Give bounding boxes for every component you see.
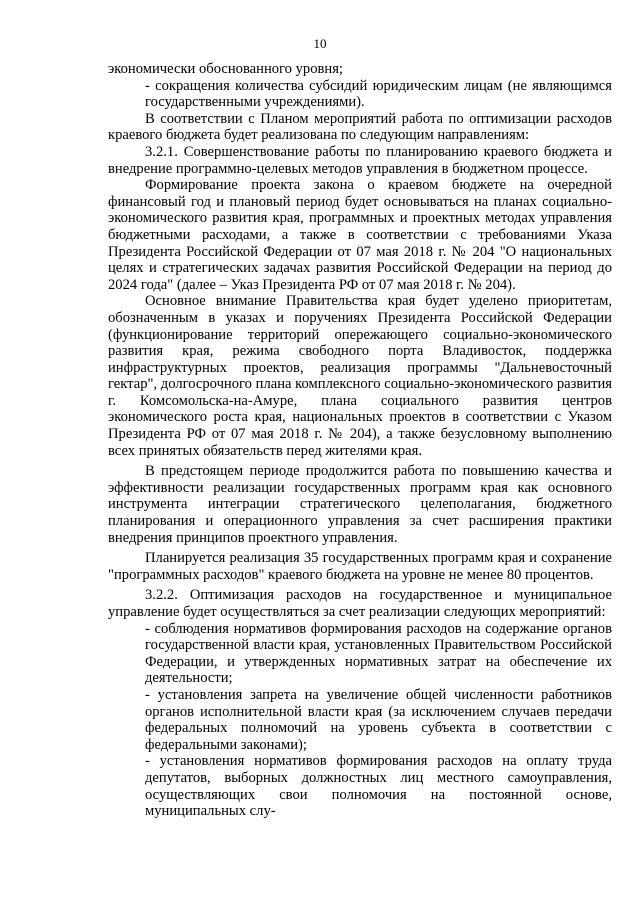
paragraph-state-programs: В предстоящем периоде продолжится работа по повышению качества и эффективности реализации государственных программ края как основного инструмента интеграции стратегического целеполагания, бюджетного планирования и операционного управления за счет расширения практики внедрения принципов проектного управления. [108, 463, 612, 546]
list-item-salary-norms: - установления нормативов формирования расходов на оплату труда депутатов, выборных должностных лиц местного самоуправления, осуществляющих свои полномочия на постоянной основе, муниципальных слу- [145, 753, 612, 820]
page-number: 10 [313, 36, 327, 51]
paragraph-plan: В соответствии с Планом мероприятий работа по оптимизации расходов краевого бюджета будет реализована по следующим направлениям: [108, 110, 612, 144]
section-heading-3-2-2: 3.2.2. Оптимизация расходов на государственное и муниципальное управление будет осуществляться за счет реализации следующих мероприятий: [108, 587, 612, 620]
list-item-subsidies: - сокращения количества субсидий юридическим лицам (не являющимся государственными учреждениями). [145, 77, 612, 111]
paragraph-budget-law: Формирование проекта закона о краевом бюджете на очередной финансовый год и плановый период будет основываться на планах социально-экономического развития края, программных и проектных методах управления бюджетными расходами, а также в соответствии с требованиями Указа Президента Российской Федерации от 07 мая 2018 г. № 204 "О национальных целях и стратегических задачах развития Российской Федерации на период до 2024 года" (далее – Указ Президента РФ от 07 мая 2018 г. № 204). [108, 177, 612, 293]
list-item-norms: - соблюдения нормативов формирования расходов на содержание органов государственной власти края, установленных Правительством Российской Федерации, и утвержденных нормативных затрат на обеспечение их деятельности; [145, 620, 612, 687]
list-item-staff-ban: - установления запрета на увеличение общей численности работников органов исполнительной власти края (за исключением случаев передачи федеральных полномочий на уровень субъекта в соответствии с федеральными законами); [145, 686, 612, 753]
paragraph-government-priorities: Основное внимание Правительства края будет уделено приоритетам, обозначенным в указах и поручениях Президента Российской Федерации (функционирование территорий опережающего социально-экономического развития края, режима свободного порта Владивосток, поддержка инфраструктурных проектов, реализация программы "Дальневосточный гектар", долгосрочного плана комплексного социально-экономического развития г. Комсомольска-на-Амуре, плана социального развития центров экономического роста края, национальных проектов в соответствии с Указом Президента РФ от 07 мая 2018 г. № 204), а также безусловному выполнению всех принятых обязательств перед жителями края. [108, 293, 612, 459]
paragraph-35-programs: Планируется реализация 35 государственных программ края и сохранение "программных расходов" краевого бюджета на уровне не менее 80 процентов. [108, 550, 612, 583]
document-body [108, 61, 612, 820]
section-heading-3-2-1: 3.2.1. Совершенствование работы по планированию краевого бюджета и внедрение программно-целевых методов управления в бюджетном процессе. [108, 143, 612, 177]
paragraph-continuation: экономически обоснованного уровня; [108, 61, 343, 77]
